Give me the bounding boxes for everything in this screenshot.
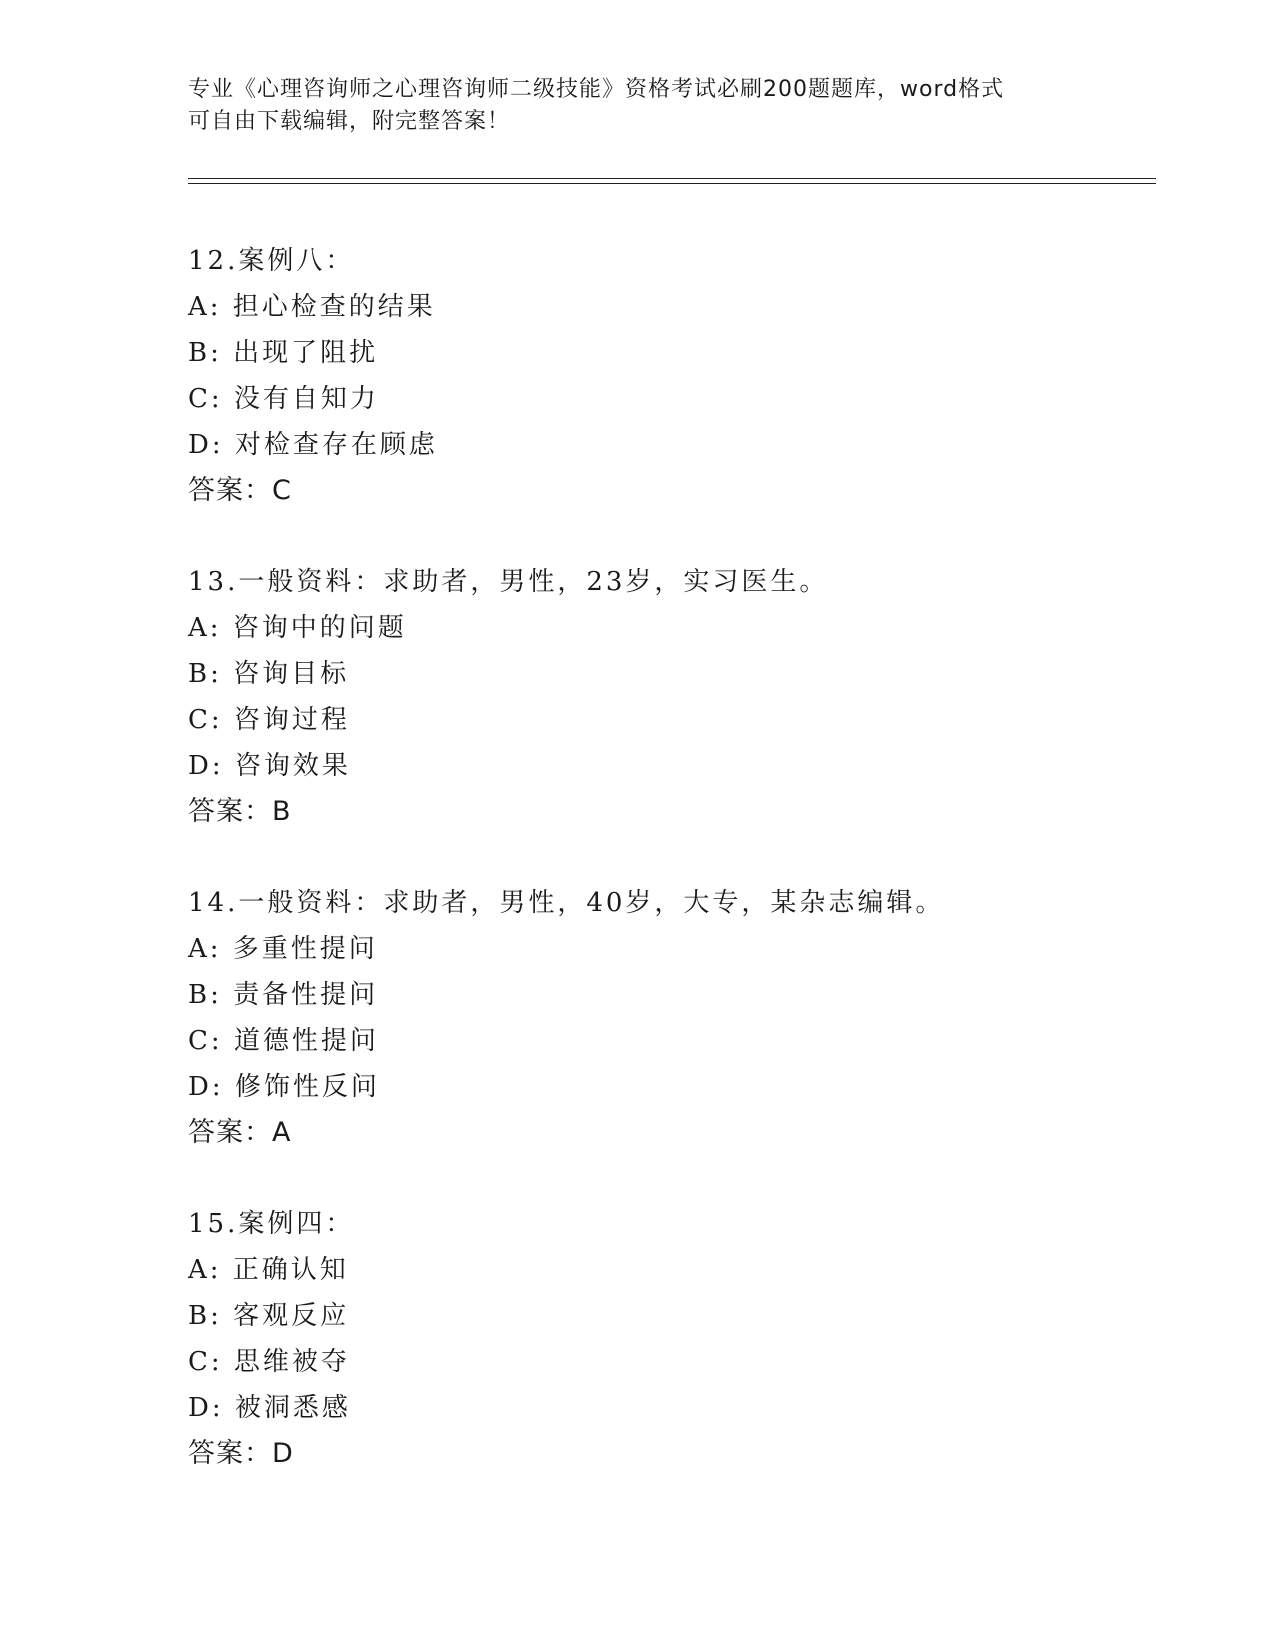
option-b: B: 客观反应 <box>188 1301 350 1331</box>
document-header <box>188 74 1088 138</box>
answer: 答案：A <box>188 1117 292 1148</box>
option-c: C: 思维被夺 <box>188 1347 350 1377</box>
question-15 <box>188 1201 1148 1477</box>
option-c: C: 咨询过程 <box>188 705 350 735</box>
question-stem: 15.案例四： <box>188 1209 355 1239</box>
option-a: A: 多重性提问 <box>188 934 378 964</box>
answer: 答案：C <box>188 475 292 506</box>
header-divider-top <box>188 178 1156 179</box>
question-14 <box>188 880 1148 1156</box>
option-d: D: 咨询效果 <box>188 751 351 781</box>
option-a: A: 正确认知 <box>188 1255 349 1285</box>
header-divider-bottom <box>188 183 1156 184</box>
answer: 答案：B <box>188 796 292 827</box>
header-title-line-2: 可自由下载编辑，附完整答案！ <box>188 109 511 134</box>
answer: 答案：D <box>188 1438 294 1469</box>
header-title-line-1: 专业《心理咨询师之心理咨询师二级技能》资格考试必刷200题题库，word格式 <box>188 77 1005 102</box>
option-b: B: 咨询目标 <box>188 659 350 689</box>
option-d: D: 被洞悉感 <box>188 1393 351 1423</box>
option-b: B: 出现了阻扰 <box>188 338 379 368</box>
option-d: D: 对检查存在顾虑 <box>188 430 438 460</box>
question-stem: 14.一般资料：求助者，男性，40岁，大专，某杂志编辑。 <box>188 888 945 918</box>
question-list <box>188 238 1148 1522</box>
option-d: D: 修饰性反问 <box>188 1072 380 1102</box>
question-12 <box>188 238 1148 514</box>
question-13 <box>188 559 1148 835</box>
question-stem: 13.一般资料：求助者，男性，23岁，实习医生。 <box>188 567 829 597</box>
question-stem: 12.案例八： <box>188 246 355 276</box>
option-a: A: 咨询中的问题 <box>188 613 407 643</box>
option-c: C: 没有自知力 <box>188 384 379 414</box>
option-b: B: 责备性提问 <box>188 980 379 1010</box>
option-a: A: 担心检查的结果 <box>188 292 436 322</box>
option-c: C: 道德性提问 <box>188 1026 379 1056</box>
